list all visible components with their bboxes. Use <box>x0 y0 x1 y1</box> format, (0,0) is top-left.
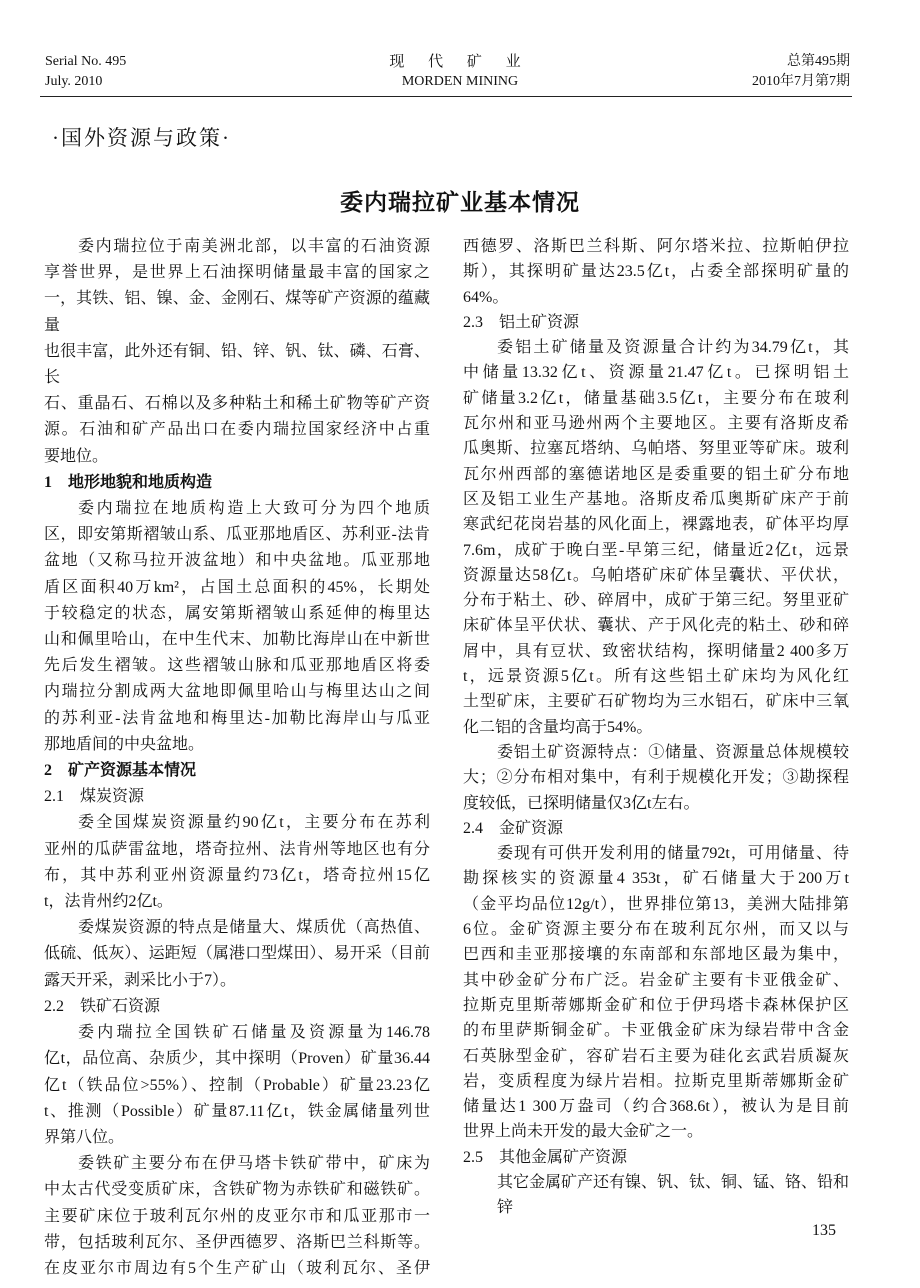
text-line: 大；②分布相对集中，有利于规模化开发；③勘探程 <box>463 769 849 787</box>
text-line: 先后发生褶皱。这些褶皱山脉和瓜亚那地盾区将委 <box>44 657 430 675</box>
text-line: 享誉世界，是世界上石油探明储量最丰富的国家之 <box>44 264 430 282</box>
text-line: 瓦尔州西部的塞德诺地区是委重要的铝土矿分布地 <box>463 465 849 483</box>
subsection-heading <box>44 784 430 810</box>
paragraph <box>44 1151 430 1282</box>
text-line: 区及铝工业生产基地。洛斯皮希瓜奥斯矿床产于前 <box>463 490 849 508</box>
paragraph <box>463 841 849 1145</box>
text-line: 2.2 铁矿石资源 <box>44 997 161 1015</box>
text-line: 低硫、低灰）、运距短（属港口型煤田）、易开采（目前 <box>44 945 430 963</box>
text-line: 亿t，品位高、杂质少，其中探明（Proven）矿量36.44 <box>44 1050 430 1068</box>
text-line: 的苏利亚-法肯盆地和梅里达-加勒比海岸山与瓜亚 <box>44 709 430 727</box>
text-line: 勘探核实的资源量4 353t，矿石储量大于200万t <box>463 870 849 888</box>
header-right <box>752 52 850 92</box>
text-line: 主要矿床位于玻利瓦尔州的皮亚尔市和瓜亚那市一 <box>44 1207 430 1225</box>
text-line: 委现有可供开发利用的储量792t，可用储量、待 <box>497 845 849 863</box>
text-line: 盾区面积40万km²，占国土总面积的45%，长期处 <box>44 578 430 596</box>
text-line: 6位。金矿资源主要分布在玻利瓦尔州，而又以与 <box>463 921 849 939</box>
paragraph <box>44 234 430 470</box>
paragraph <box>44 810 430 915</box>
text-line: 委内瑞拉位于南美洲北部，以丰富的石油资源 <box>78 238 430 255</box>
issue-date-cn: 2010年7月第7期 <box>752 74 850 89</box>
text-line: 的布里萨斯铜金矿。卡亚俄金矿床为绿岩带中含金 <box>463 1022 849 1040</box>
left-column <box>44 234 430 1282</box>
issue-total: 总第495期 <box>787 54 850 69</box>
paragraph <box>463 740 849 816</box>
text-line: 2 矿产资源基本情况 <box>44 762 197 780</box>
section-tag: ·国外资源与政策· <box>52 126 231 150</box>
text-line: 于较稳定的状态，属安第斯褶皱山系延伸的梅里达 <box>44 604 430 622</box>
text-line: （金平均品位12g/t），世界排位第13，美洲大陆排第 <box>463 895 849 913</box>
paragraph <box>463 335 849 740</box>
paragraph <box>463 234 849 310</box>
text-line: 中太古代受变质矿床，含铁矿物为赤铁矿和磁铁矿。 <box>44 1181 430 1199</box>
text-line: 2.1 煤炭资源 <box>44 788 145 806</box>
text-line: 内瑞拉分割成两大盆地即佩里哈山与梅里达山之间 <box>44 683 430 701</box>
text-line: 寒武纪花岗岩基的风化面上，裸露地表，矿体平均厚 <box>463 516 849 534</box>
header-center <box>360 52 560 92</box>
text-line: 委全国煤炭资源量约90亿t，主要分布在苏利 <box>78 814 430 832</box>
text-line: 区，即安第斯褶皱山系、瓜亚那地盾区、苏利亚-法肯 <box>44 526 430 544</box>
subsection-heading <box>44 994 430 1020</box>
text-line: 委铝土矿储量及资源量合计约为34.79亿t，其 <box>497 339 849 357</box>
text-line: 盆地（又称马拉开波盆地）和中央盆地。瓜亚那地 <box>44 552 430 570</box>
text-line: 委煤炭资源的特点是储量大、煤质优（高热值、 <box>78 919 430 937</box>
text-line: 世界上尚未开发的最大金矿之一。 <box>463 1123 704 1141</box>
header-left <box>45 52 126 92</box>
text-line: 源。石油和矿产品出口在委内瑞拉国家经济中占重 <box>44 421 430 439</box>
text-line: 1 地形地貌和地质构造 <box>44 473 213 491</box>
text-line: 委铁矿主要分布在伊马塔卡铁矿带中，矿床为 <box>78 1155 430 1173</box>
section-heading <box>44 470 430 496</box>
text-line: 分布于粘土、砂、碎屑中，成矿于第三纪。努里亚矿 <box>463 592 849 610</box>
text-line: t，远景资源5亿t。所有这些铝土矿床均为风化红 <box>463 668 849 686</box>
paragraph <box>44 915 430 994</box>
text-line: 床矿体呈平伏状、囊状、产于风化壳的粘土、砂和碎 <box>463 617 849 635</box>
text-line: 亚州的瓜萨雷盆地，塔奇拉州、法肯州等地区也有分 <box>44 840 430 858</box>
text-line: 委铝土矿资源特点：①储量、资源量总体规模较 <box>497 743 849 761</box>
text-line: 岩，变质程度为绿片岩相。拉斯克里斯蒂娜斯金矿 <box>463 1072 849 1090</box>
text-line: 储量达1 300万盎司（约合368.6t），被认为是目前 <box>463 1098 849 1116</box>
text-line: t、推测（Possible）矿量87.11亿t，铁金属储量列世 <box>44 1102 430 1120</box>
page-number: 135 <box>812 1222 836 1239</box>
paragraph <box>463 1170 849 1221</box>
text-line: t，法肯州约2亿t。 <box>44 893 173 911</box>
text-line: 7.6m，成矿于晚白垩-早第三纪，储量近2亿t，远景 <box>463 541 849 559</box>
text-line: 瓜奥斯、拉塞瓦塔纳、乌帕塔、努里亚等矿床。玻利 <box>463 440 849 458</box>
journal-name-en: MORDEN MINING <box>401 74 519 89</box>
journal-name-cn: 现 代 矿 业 <box>389 54 531 70</box>
text-line: 亿t（铁品位>55%）、控制（Probable）矿量23.23亿 <box>44 1076 430 1094</box>
text-line: 石英脉型金矿，容矿岩石主要为硅化玄武岩质凝灰 <box>463 1047 849 1065</box>
subsection-heading <box>463 816 849 841</box>
text-line: 在皮亚尔市周边有5个生产矿山（玻利瓦尔、圣伊 <box>44 1259 430 1277</box>
text-line: 中储量13.32亿t、资源量21.47亿t。已探明铝土 <box>463 364 849 382</box>
text-line: 山和佩里哈山，在中生代末、加勒比海岸山在中新世 <box>44 631 430 649</box>
text-line: 2.4 金矿资源 <box>463 819 564 837</box>
text-line: 64%。 <box>463 288 509 306</box>
right-column <box>463 234 849 1221</box>
text-line: 化二铝的含量均高于54%。 <box>463 718 653 736</box>
text-line: 一，其铁、铝、镍、金、金刚石、煤等矿产资源的蕴藏量 <box>44 290 430 334</box>
article-title: 委内瑞拉矿业基本情况 <box>340 190 580 215</box>
text-line: 斯），其探明矿量达23.5亿t，占委全部探明矿量的 <box>463 263 849 281</box>
text-line: 要地位。 <box>44 447 109 465</box>
serial-number: Serial No. 495 <box>45 54 127 69</box>
subsection-heading <box>463 1145 849 1170</box>
text-line: 也很丰富，此外还有铜、铅、锌、钒、钛、磷、石膏、长 <box>44 342 430 387</box>
text-line: 带，包括玻利瓦尔、圣伊西德罗、洛斯巴兰科斯等。 <box>44 1233 430 1251</box>
text-line: 委内瑞拉在地质构造上大致可分为四个地质 <box>78 500 430 518</box>
text-line: 瓦尔州和亚马逊州两个主要地区。主要有洛斯皮希 <box>463 415 849 433</box>
text-line: 拉斯克里斯蒂娜斯金矿和位于伊玛塔卡森林保护区 <box>463 996 849 1014</box>
text-line: 其它金属矿产还有镍、钒、钛、铜、锰、铬、铅和锌 <box>497 1173 850 1217</box>
text-line: 巴西和圭亚那接壤的东南部和东部地区最为集中， <box>463 946 849 964</box>
text-line: 资源量达58亿t。乌帕塔矿床矿体呈囊状、平伏状， <box>463 566 849 584</box>
text-line: 其中砂金矿分布广泛。岩金矿主要有卡亚俄金矿、 <box>463 971 849 989</box>
issue-date-en: July. 2010 <box>45 74 103 89</box>
text-line: 矿储量3.2亿t，储量基础3.5亿t，主要分布在玻利 <box>463 389 849 407</box>
header-divider <box>40 96 852 97</box>
text-line: 界第八位。 <box>44 1128 125 1146</box>
text-line: 2.3 铝土矿资源 <box>463 313 580 331</box>
paragraph <box>44 1020 430 1151</box>
text-line: 那地盾间的中央盆地。 <box>44 735 205 753</box>
text-line: 屑中，具有豆状、致密状结构，探明储量2 400多万 <box>463 642 849 660</box>
paragraph <box>44 496 430 758</box>
subsection-heading <box>463 310 849 335</box>
text-line: 露天开采，剥采比小于7）。 <box>44 971 237 989</box>
text-line: 西德罗、洛斯巴兰科斯、阿尔塔米拉、拉斯帕伊拉 <box>463 238 849 255</box>
text-line: 2.5 其他金属矿产资源 <box>463 1148 628 1166</box>
text-line: 度较低，已探明储量仅3亿t左右。 <box>463 794 700 812</box>
text-line: 布，其中苏利亚州资源量约73亿t，塔奇拉州15亿 <box>44 866 430 884</box>
section-heading <box>44 758 430 784</box>
text-line: 石、重晶石、石棉以及多种粘土和稀土矿物等矿产资 <box>44 395 430 413</box>
text-line: 土型矿床，主要矿石矿物均为三水铝石，矿床中三氧 <box>463 693 849 711</box>
text-line: 委内瑞拉全国铁矿石储量及资源量为146.78 <box>78 1024 430 1042</box>
